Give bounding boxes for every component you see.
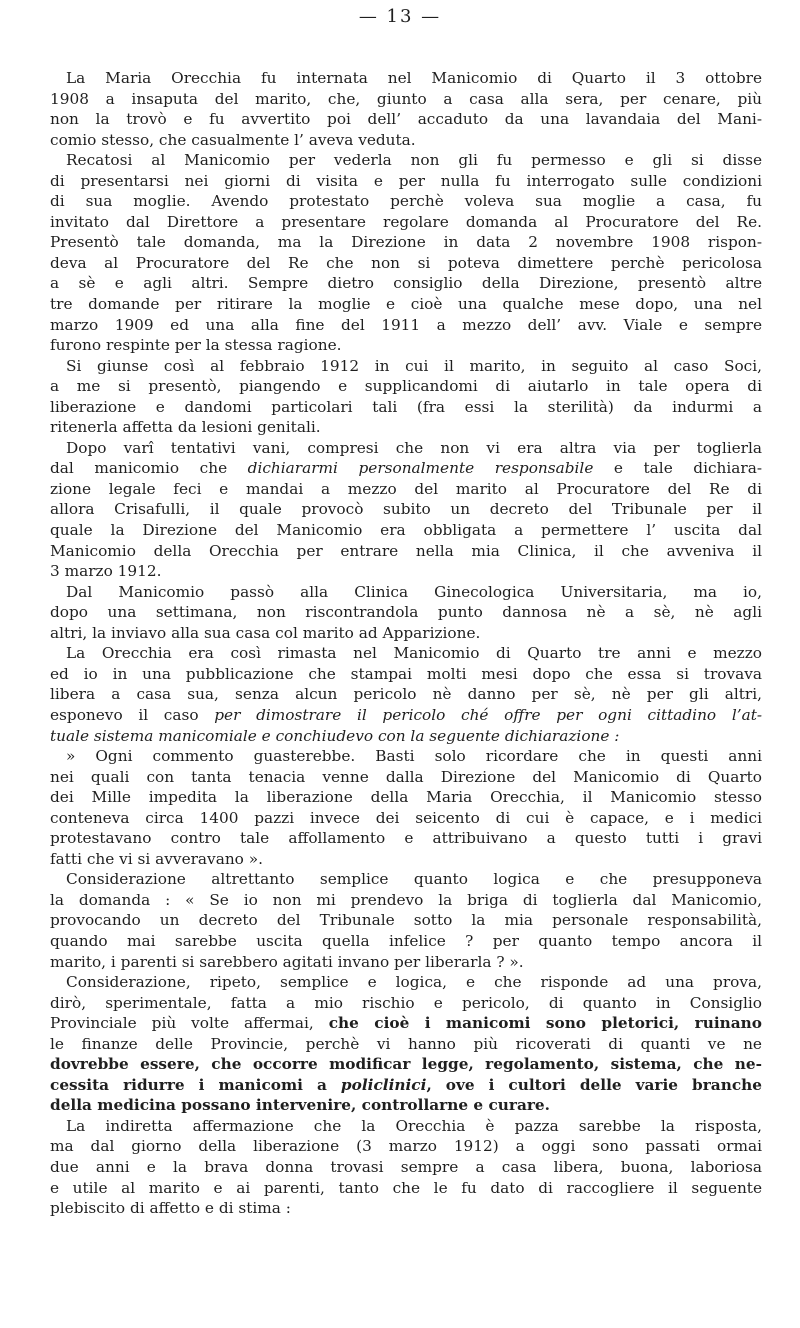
text-run: La Orecchia era così rimasta nel Manicomio di Quarto tre anni e mezzo bbox=[66, 644, 762, 663]
text-run: Recatosi al Manicomio per vederla non gli fu permesso e gli si disse bbox=[66, 151, 762, 170]
text-line bbox=[50, 109, 762, 130]
text-line bbox=[50, 212, 762, 233]
text-line bbox=[50, 376, 762, 397]
text-line bbox=[50, 664, 762, 685]
text-line bbox=[50, 1198, 762, 1219]
text-line bbox=[50, 910, 762, 931]
text-run: » Ogni commento guasterebbe. Basti solo ricordare che in questi anni bbox=[66, 747, 762, 766]
text-run: di presentarsi nei giorni di visita e per nulla fu interrogato sulle condizioni bbox=[50, 171, 762, 190]
text-run: dopo una settimana, non riscontrandola punto dannosa nè a sè, nè agli bbox=[50, 603, 762, 622]
text-run: ritenerla affetta da lesioni genitali. bbox=[50, 418, 321, 437]
text-line bbox=[50, 130, 762, 151]
text-run: le finanze delle Provincie, perchè vi hanno più ricoverati di quanti ve ne bbox=[50, 1034, 762, 1053]
text-run: dal manicomio che bbox=[50, 459, 248, 478]
bold-text: della medicina possano intervenire, controllarne e curare. bbox=[50, 1096, 550, 1115]
text-run: fatti che vi si avveravano ». bbox=[50, 849, 263, 868]
text-run: marito, i parenti si sarebbero agitati invano per liberarla ? ». bbox=[50, 952, 524, 971]
text-line bbox=[50, 890, 762, 911]
text-line bbox=[50, 602, 762, 623]
text-run: dei Mille impedita la liberazione della Maria Orecchia, il Manicomio stesso bbox=[50, 788, 762, 807]
text-run: conteneva circa 1400 pazzi invece dei seicento di cui è capace, e i medici bbox=[50, 808, 762, 827]
text-line bbox=[50, 1075, 762, 1096]
text-run: furono respinte per la stessa ragione. bbox=[50, 336, 342, 355]
text-line bbox=[50, 1054, 762, 1075]
text-line bbox=[50, 746, 762, 767]
text-run: a me si presentò, piangendo e supplicandomi di aiutarlo in tale opera di bbox=[50, 377, 762, 396]
bold-text: dovrebbe essere, che occorre modificar legge, regolamento, sistema, che ne- bbox=[50, 1055, 762, 1074]
text-line bbox=[50, 68, 762, 89]
text-run: La indiretta affermazione che la Orecchia è pazza sarebbe la risposta, bbox=[66, 1116, 762, 1135]
text-line bbox=[50, 787, 762, 808]
text-run: nei quali con tanta tenacia venne dalla Direzione del Manicomio di Quarto bbox=[50, 767, 762, 786]
italic-text: policlinici bbox=[340, 1075, 427, 1094]
text-run: invitato dal Direttore a presentare regolare domanda al Procuratore del Re. bbox=[50, 212, 762, 231]
text-run: allora Crisafulli, il quale provocò subito un decreto del Tribunale per il bbox=[50, 500, 762, 519]
text-run: altri, la inviavo alla sua casa col marito ad Apparizione. bbox=[50, 623, 481, 642]
text-line bbox=[50, 972, 762, 993]
text-line bbox=[50, 1013, 762, 1034]
text-line bbox=[50, 150, 762, 171]
text-run: La Maria Orecchia fu internata nel Manicomio di Quarto il 3 ottobre bbox=[66, 69, 762, 87]
italic-text: tuale sistema manicomiale e conchiudevo con la seguente dichiarazione : bbox=[50, 726, 620, 745]
text-line bbox=[50, 1178, 762, 1199]
text-line bbox=[50, 561, 762, 582]
text-run: di sua moglie. Avendo protestato perchè voleva sua moglie a casa, fu bbox=[50, 192, 762, 211]
text-line bbox=[50, 499, 762, 520]
text-run: e tale dichiara- bbox=[593, 459, 763, 478]
text-run: tre domande per ritirare la moglie e cioè una qualche mese dopo, una nel bbox=[50, 295, 762, 314]
text-line bbox=[50, 767, 762, 788]
body-text bbox=[50, 68, 762, 1219]
text-run: 3 marzo 1912. bbox=[50, 562, 162, 581]
text-line bbox=[50, 335, 762, 356]
text-line bbox=[50, 417, 762, 438]
text-line bbox=[50, 458, 762, 479]
text-run: due anni e la brava donna trovasi sempre a casa libera, buona, laboriosa bbox=[50, 1157, 762, 1176]
text-run: comio stesso, che casualmente l’ aveva veduta. bbox=[50, 130, 416, 149]
text-run: Dopo varî tentativi vani, compresi che non vi era altra via per toglierla bbox=[66, 438, 762, 457]
text-run: e utile al marito e ai parenti, tanto che le fu dato di raccogliere il seguente bbox=[50, 1178, 762, 1197]
text-line bbox=[50, 356, 762, 377]
text-run: Considerazione, ripeto, semplice e logica, e che risponde ad una prova, bbox=[66, 973, 762, 992]
text-line bbox=[50, 869, 762, 890]
text-line bbox=[50, 315, 762, 336]
text-line bbox=[50, 1095, 762, 1116]
text-run: quale la Direzione del Manicomio era obbligata a permettere l’ uscita dal bbox=[50, 521, 762, 540]
text-run: dirò, sperimentale, fatta a mio rischio e pericolo, di quanto in Consiglio bbox=[50, 993, 762, 1012]
text-run: provocando un decreto del Tribunale sotto la mia personale responsabilità, bbox=[50, 911, 762, 930]
italic-text: dichiararmi personalmente responsabile bbox=[247, 459, 594, 478]
text-run: Dal Manicomio passò alla Clinica Ginecologica Universitaria, ma io, bbox=[66, 582, 762, 601]
text-run: quando mai sarebbe uscita quella infelice ? per quanto tempo ancora il bbox=[50, 931, 762, 950]
text-run: 1908 a insaputa del marito, che, giunto a casa alla sera, per cenare, più bbox=[50, 89, 762, 108]
text-line bbox=[50, 479, 762, 500]
text-line bbox=[50, 808, 762, 829]
text-line bbox=[50, 684, 762, 705]
text-run: non la trovò e fu avvertito poi dell’ accaduto da una lavandaia del Mani- bbox=[50, 110, 762, 129]
text-line bbox=[50, 89, 762, 110]
text-run: marzo 1909 ed una alla fine del 1911 a mezzo dell’ avv. Viale e sempre bbox=[50, 315, 762, 334]
text-run: protestavano contro tale affollamento e attribuivano a questo tutti i gravi bbox=[50, 829, 762, 848]
text-line bbox=[50, 232, 762, 253]
text-line bbox=[50, 171, 762, 192]
text-run: Si giunse così al febbraio 1912 in cui il marito, in seguito al caso Soci, bbox=[66, 356, 762, 375]
text-line bbox=[50, 849, 762, 870]
text-run: Provinciale più volte affermai, bbox=[50, 1014, 329, 1033]
bold-text: che cioè i manicomi sono pletorici, ruinano bbox=[328, 1014, 762, 1033]
text-run: libera a casa sua, senza alcun pericolo nè danno per sè, nè per gli altri, bbox=[50, 685, 762, 704]
italic-text: per dimostrare il pericolo ché offre per ogni cittadino l’at- bbox=[214, 705, 763, 724]
text-line bbox=[50, 520, 762, 541]
text-line bbox=[50, 1157, 762, 1178]
text-run: la domanda : « Se io non mi prendevo la briga di toglierla dal Manicomio, bbox=[50, 890, 762, 909]
page-number: — 13 — bbox=[358, 6, 442, 27]
text-line bbox=[50, 438, 762, 459]
text-line bbox=[50, 931, 762, 952]
bold-text: cessita ridurre i manicomi a bbox=[50, 1075, 341, 1094]
bold-text: , ove i cultori delle varie branche bbox=[426, 1075, 762, 1094]
text-run: deva al Procuratore del Re che non si poteva dimettere perchè pericolosa bbox=[50, 253, 762, 272]
text-run: Manicomio della Orecchia per entrare nella mia Clinica, il che avveniva il bbox=[50, 541, 762, 560]
text-run: plebiscito di affetto e di stima : bbox=[50, 1199, 291, 1218]
text-line bbox=[50, 1116, 762, 1137]
text-line bbox=[50, 1034, 762, 1055]
text-line bbox=[50, 582, 762, 603]
text-line bbox=[50, 705, 762, 726]
text-run: liberazione e dandomi particolari tali (fra essi la sterilità) da indurmi a bbox=[50, 397, 762, 416]
text-line bbox=[50, 623, 762, 644]
text-run: Presentò tale domanda, ma la Direzione in data 2 novembre 1908 rispon- bbox=[50, 233, 762, 252]
text-line bbox=[50, 952, 762, 973]
text-line bbox=[50, 273, 762, 294]
text-run: a sè e agli altri. Sempre dietro consiglio della Direzione, presentò altre bbox=[50, 274, 762, 293]
text-run: ma dal giorno della liberazione (3 marzo 1912) a oggi sono passati ormai bbox=[50, 1137, 762, 1156]
text-line bbox=[50, 828, 762, 849]
text-line bbox=[50, 993, 762, 1014]
text-line bbox=[50, 294, 762, 315]
text-line bbox=[50, 726, 762, 747]
text-run: zione legale feci e mandai a mezzo del marito al Procuratore del Re di bbox=[50, 479, 762, 498]
text-line bbox=[50, 643, 762, 664]
text-line bbox=[50, 397, 762, 418]
text-line bbox=[50, 253, 762, 274]
text-run: Considerazione altrettanto semplice quanto logica e che presupponeva bbox=[66, 870, 762, 889]
text-run: esponevo il caso bbox=[50, 705, 215, 724]
text-line bbox=[50, 541, 762, 562]
text-line bbox=[50, 1136, 762, 1157]
text-run: ed io in una pubblicazione che stampai molti mesi dopo che essa si trovava bbox=[50, 664, 762, 683]
text-line bbox=[50, 191, 762, 212]
